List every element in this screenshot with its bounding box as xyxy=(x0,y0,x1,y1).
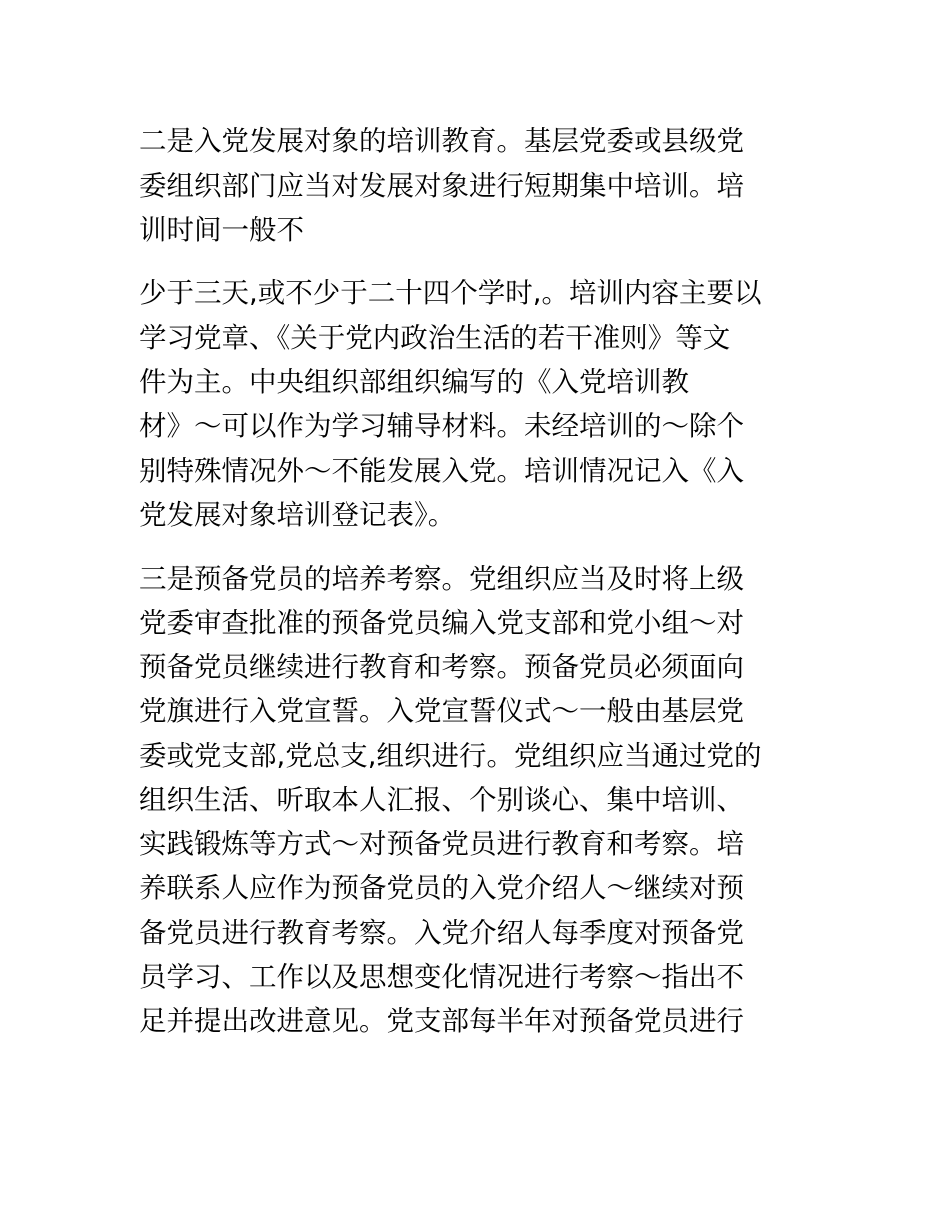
text-line: 员学习、工作以及思想变化情况进行考察～指出不 xyxy=(139,961,744,993)
text-line: 养联系人应作为预备党员的入党介绍人～继续对预 xyxy=(139,872,744,904)
text-line: 件为主。中央组织部组织编写的《入党培训教 xyxy=(139,366,689,398)
text-line: 训时间一般不 xyxy=(139,214,304,246)
text-line: 党委审查批准的预备党员编入党支部和党小组～对 xyxy=(139,607,744,639)
text-line: 少于三天,或不少于二十四个学时,。培训内容主要以 xyxy=(139,277,762,309)
text-line: 备党员进行教育考察。入党介绍人每季度对预备党 xyxy=(139,917,744,949)
text-line: 委组织部门应当对发展对象进行短期集中培训。培 xyxy=(139,170,744,202)
text-line: 学习党章、《关于党内政治生活的若干准则》等文 xyxy=(139,322,731,354)
text-line: 足并提出改进意见。党支部每半年对预备党员进行 xyxy=(139,1005,744,1037)
text-line: 别特殊情况外～不能发展入党。培训情况记入《入 xyxy=(139,455,744,487)
text-line: 党旗进行入党宣誓。入党宣誓仪式～一般由基层党 xyxy=(139,695,744,727)
text-line: 三是预备党员的培养考察。党组织应当及时将上级 xyxy=(139,563,744,595)
text-line: 二是入党发展对象的培训教育。基层党委或县级党 xyxy=(139,125,744,157)
text-line: 组织生活、听取本人汇报、个别谈心、集中培训、 xyxy=(139,784,744,816)
text-line: 实践锻炼等方式～对预备党员进行教育和考察。培 xyxy=(139,828,744,860)
text-line: 委或党支部,党总支,组织进行。党组织应当通过党的 xyxy=(139,740,762,772)
text-line: 材》～可以作为学习辅导材料。未经培训的～除个 xyxy=(139,410,744,442)
text-line: 党发展对象培训登记表》。 xyxy=(139,499,456,531)
text-line: 预备党员继续进行教育和考察。预备党员必须面向 xyxy=(139,651,744,683)
